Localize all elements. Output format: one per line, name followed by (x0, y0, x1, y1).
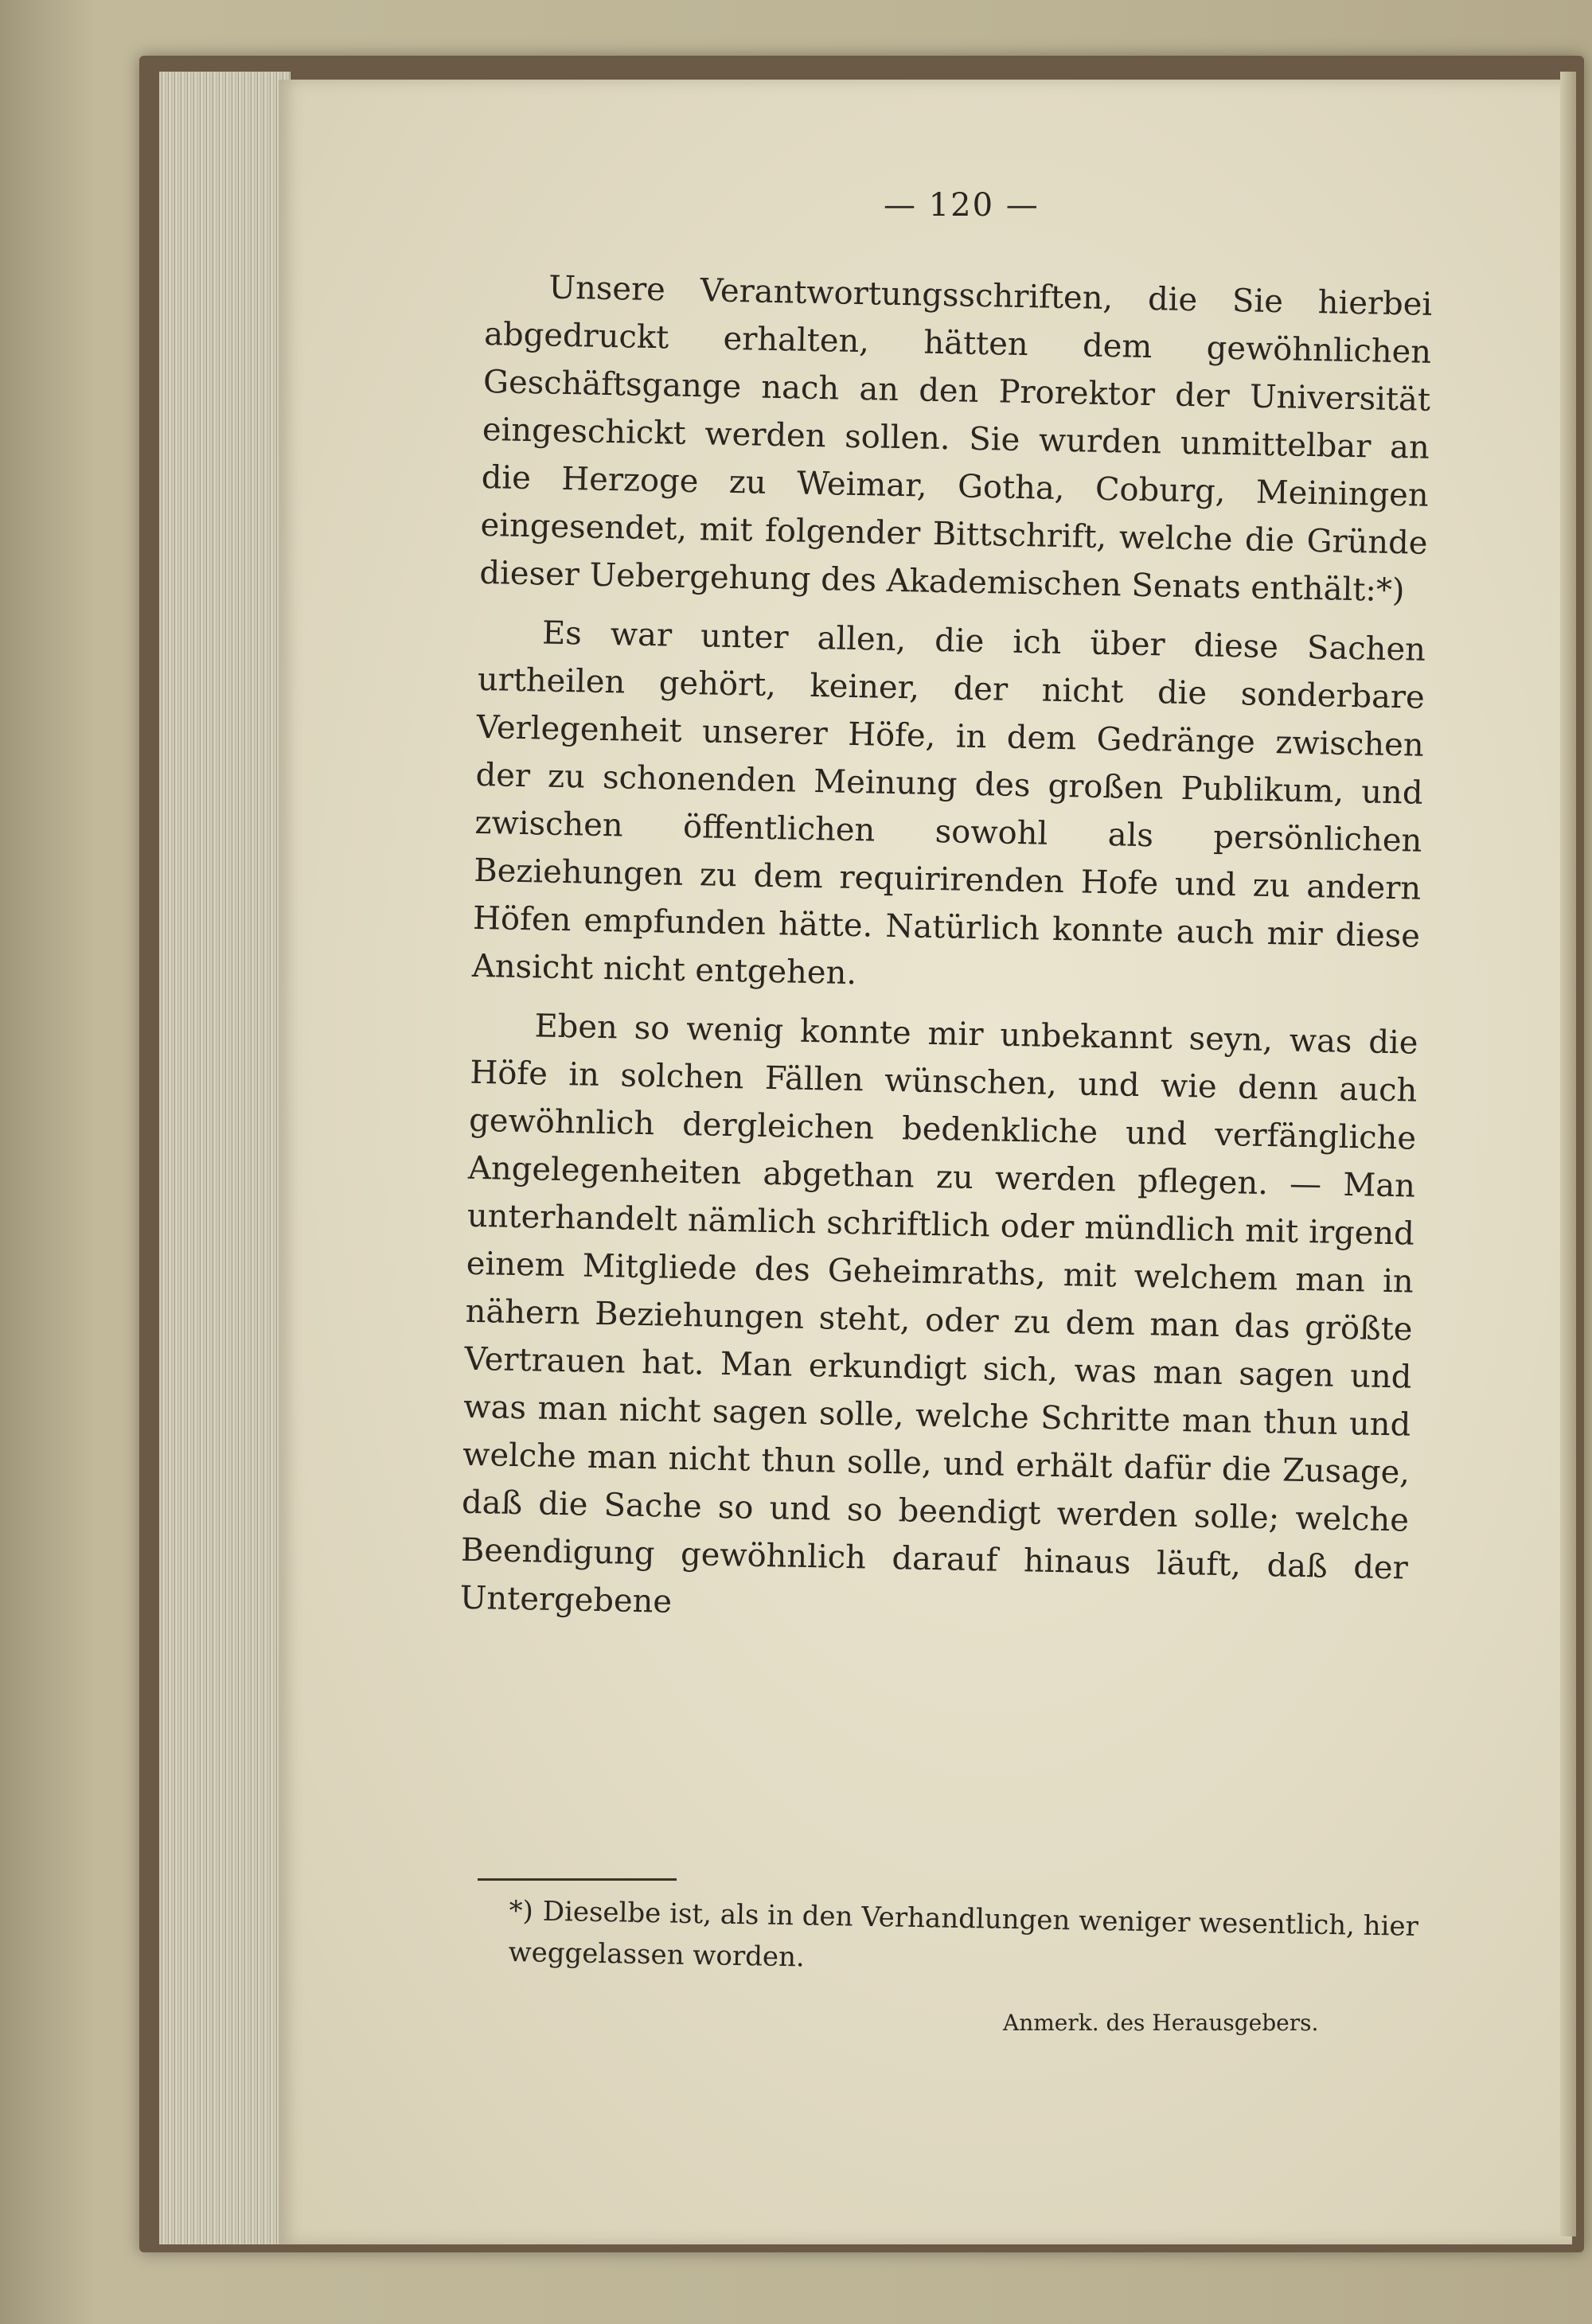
footnote-text: Dieselbe ist, als in den Verhandlungen weniger wesentlich, hier weggelassen worden. (508, 1895, 1419, 1974)
spine-edge (1560, 72, 1576, 2236)
paragraph-3: Eben so wenig konnte mir unbekannt seyn, was die Höfe in solchen Fällen wünschen, und wie denn auch gewöhnlich dergleichen bedenkliche und verfängliche Angelegenheiten abgethan zu werden pflegen. — Man unterhandelt nämlich schriftlich oder mündlich mit irgend einem Mitgliede des Geheimraths, mit welchem man in nähern Beziehungen steht, oder zu dem man das größte Vertrauen hat. Man erkundigt sich, was man sagen und was man nicht sagen solle, welche Schritte man thun und welche man nicht thun solle, und erhält dafür die Zusage, daß die Sache so und so beendigt werden solle; welche Beendigung gewöhnlich darauf hinaus läuft, daß der Untergebene (459, 1008, 1418, 1620)
paragraph-1: Unsere Verantwortungsschriften, die Sie hierbei abgedruckt erhalten, hätten dem gewöhnlichen Geschäftsgange nach an den Prorektor der Universität eingeschickt werden sollen. Sie wurden unmittelbar an die Herzoge zu Weimar, Gotha, Coburg, Meiningen eingesendet, mit folgender Bittschrift, welche die Gründe dieser Uebergehung des Akademischen Senats enthält:*) (479, 269, 1433, 610)
page-edges (159, 72, 291, 2244)
footnote (508, 1890, 1449, 1990)
footnote-rule (478, 1878, 677, 1881)
paragraph-2: Es war unter allen, die ich über diese Sachen urtheilen gehört, keiner, der nicht die sonderbare Verlegenheit unserer Höfe, in dem Gedränge zwischen der zu schonenden Meinung des großen Publikum, und zwischen öffentlichen sowohl als persönlichen Beziehungen zu dem requirirenden Hofe und zu andern Höfen empfunden hätte. Natürlich konnte auch mir diese Ansicht nicht entgehen. (471, 614, 1426, 992)
page-number: — 120 — (884, 187, 1040, 224)
footnote-mark: *) (509, 1894, 534, 1928)
footnote-attribution: Anmerk. des Herausgebers. (1003, 2010, 1319, 2036)
body-text (459, 263, 1433, 1651)
